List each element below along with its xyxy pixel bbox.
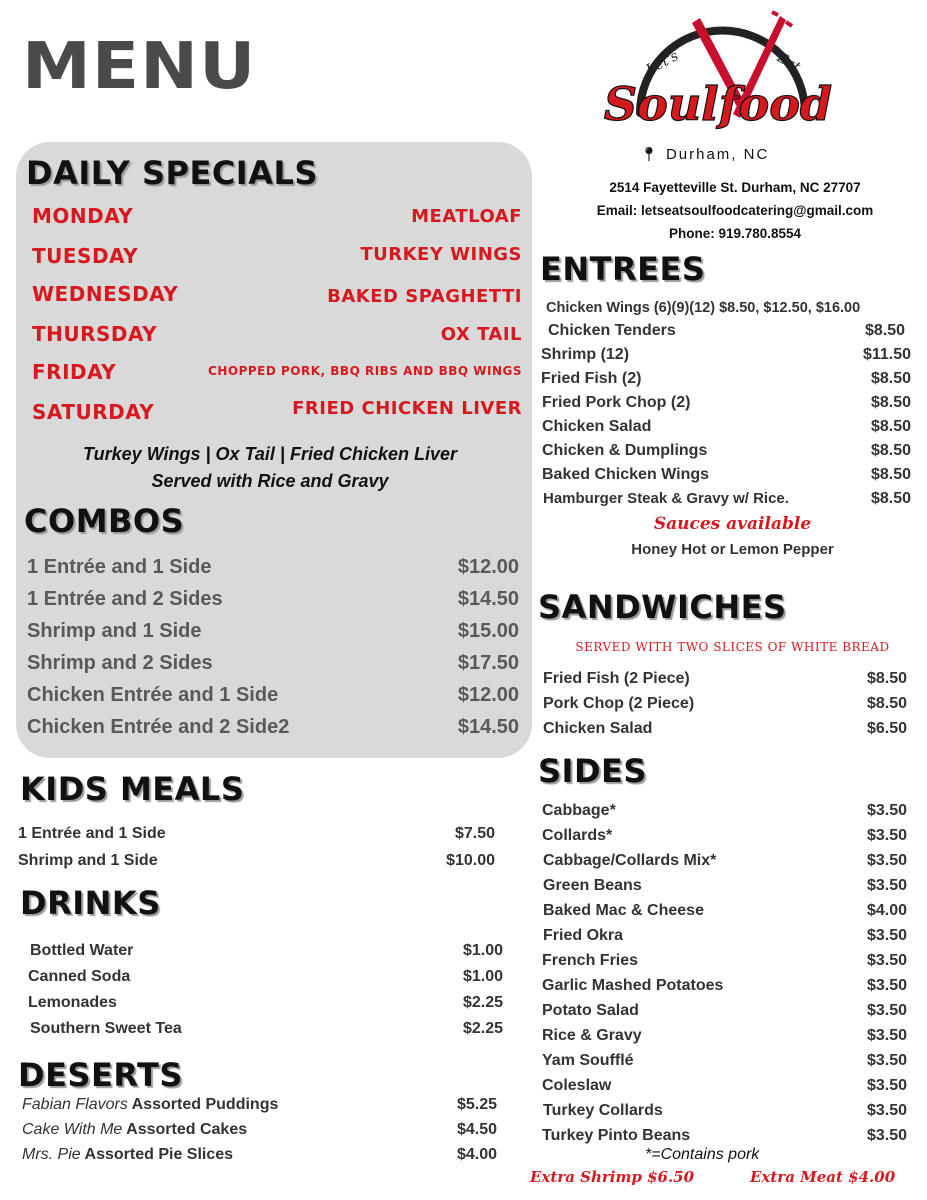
kids-item-price: $7.50 [454,825,495,842]
entree-price: $8.50 [870,370,911,387]
special-day: TUESDAY [32,244,139,268]
desert-price: $4.50 [456,1121,497,1138]
desert-item [22,1121,247,1139]
side-price: $3.50 [866,852,907,869]
address: 2514 Fayetteville St. Durham, NC 27707 [609,180,861,195]
special-dish: FRIED CHICKEN LIVER [292,398,522,419]
extra-shrimp: Extra Shrimp $6.50 [530,1168,695,1186]
specials-note: Turkey Wings | Ox Tail | Fried Chicken Liver [82,444,458,464]
side-price: $3.50 [866,877,907,894]
desert-brand: Fabian Flavors [22,1096,128,1113]
side-name: Rice & Gravy [542,1027,642,1044]
combos-heading: COMBOS [24,502,185,540]
desert-name: Assorted Cakes [122,1121,248,1138]
entree-price: $8.50 [870,394,911,411]
sauces-list: Honey Hot or Lemon Pepper [631,541,834,558]
special-dish: MEATLOAF [411,206,522,227]
drink-price: $1.00 [462,942,503,959]
email: Email: letseatsoulfoodcatering@gmail.com [596,203,874,218]
entree-price: $11.50 [862,346,911,363]
pork-note: *=Contains pork [645,1146,760,1163]
soulfood-logo [600,8,840,138]
combo-name: Shrimp and 2 Sides [27,652,213,674]
side-price: $3.50 [866,802,907,819]
combo-price: $14.50 [457,716,519,738]
entree-name: Fried Pork Chop (2) [542,394,691,411]
side-price: $4.00 [866,902,907,919]
side-price: $3.50 [866,1102,907,1119]
entree-price: $8.50 [864,322,905,339]
logo-eat-text: Eat [774,49,803,76]
side-price: $3.50 [866,1127,907,1144]
entree-price: $8.50 [870,466,911,483]
combo-price: $12.00 [457,684,519,706]
special-dish: TURKEY WINGS [360,244,522,265]
desert-brand: Mrs. Pie [22,1146,81,1163]
side-name: Turkey Pinto Beans [542,1127,691,1144]
kids-item-price: $10.00 [446,852,495,869]
drink-name: Southern Sweet Tea [30,1020,182,1037]
sandwiches-heading: SANDWICHES [538,588,787,626]
side-name: Potato Salad [542,1002,639,1019]
deserts-heading: DESERTS [18,1056,183,1094]
combo-price: $17.50 [457,652,519,674]
sandwich-name: Fried Fish (2 Piece) [543,670,690,687]
desert-item [22,1096,278,1114]
logo-lets-text: Let's [643,48,682,79]
desert-price: $5.25 [456,1096,497,1113]
kids-meals-heading: KIDS MEALS [20,770,245,808]
specials-note: Served with Rice and Gravy [151,471,389,491]
side-price: $3.50 [866,927,907,944]
side-price: $3.50 [866,1002,907,1019]
entree-price: $8.50 [870,442,911,459]
desert-brand: Cake With Me [22,1121,123,1138]
entree-price: $8.50 [870,418,911,435]
sandwiches-note: SERVED WITH TWO SLICES OF WHITE BREAD [575,640,890,654]
entree-name: Chicken Wings (6)(9)(12) $8.50, $12.50, $16.00 [546,300,861,316]
extra-meat: Extra Meat $4.00 [750,1168,896,1186]
special-dish: OX TAIL [440,324,522,345]
combo-name: Shrimp and 1 Side [27,620,202,642]
side-name: Garlic Mashed Potatoes [542,977,724,994]
kids-item-name: 1 Entrée and 1 Side [18,825,166,842]
sandwich-name: Chicken Salad [543,720,653,737]
side-price: $3.50 [866,1027,907,1044]
side-name: Green Beans [543,877,642,894]
logo-graphic [600,8,840,138]
desert-price: $4.00 [456,1146,497,1163]
side-name: Cabbage/Collards Mix* [543,852,717,869]
sandwich-name: Pork Chop (2 Piece) [543,695,695,712]
drink-price: $1.00 [462,968,503,985]
side-price: $3.50 [866,1052,907,1069]
entree-price: $8.50 [870,490,911,507]
side-price: $3.50 [866,977,907,994]
combo-price: $12.00 [457,556,519,578]
side-name: French Fries [542,952,639,969]
drink-price: $2.25 [462,1020,503,1037]
location-text: Durham, NC [665,146,770,163]
side-name: Turkey Collards [543,1102,663,1119]
entree-name: Hamburger Steak & Gravy w/ Rice. [543,490,789,507]
drinks-heading: DRINKS [20,884,161,922]
special-dish: BAKED SPAGHETTI [327,286,522,307]
side-name: Fried Okra [543,927,624,944]
logo-soulfood-text: Soulfood [603,77,833,131]
location-pin-icon: 📍︎ [640,146,660,162]
desert-name: Assorted Puddings [127,1096,279,1113]
special-dish: CHOPPED PORK, BBQ RIBS AND BBQ WINGS [208,364,522,378]
combo-price: $15.00 [457,620,519,642]
entrees-heading: ENTREES [540,250,706,288]
side-name: Collards* [542,827,613,844]
menu-title: MENU [22,30,257,104]
special-day: MONDAY [32,204,134,228]
combo-name: 1 Entrée and 1 Side [27,556,212,578]
drink-name: Canned Soda [28,968,131,985]
entree-name: Chicken Tenders [548,322,676,339]
location-line [640,146,769,163]
drink-name: Bottled Water [30,942,134,959]
drink-name: Lemonades [28,994,117,1011]
special-day: SATURDAY [32,400,155,424]
combo-name: 1 Entrée and 2 Sides [27,588,223,610]
entree-name: Fried Fish (2) [541,370,642,387]
side-name: Cabbage* [542,802,616,819]
special-day: FRIDAY [32,360,117,384]
sandwich-price: $8.50 [866,695,907,712]
side-price: $3.50 [866,1077,907,1094]
drink-price: $2.25 [462,994,503,1011]
entree-name: Baked Chicken Wings [542,466,710,483]
daily-specials-heading: DAILY SPECIALS [26,154,318,192]
combo-name: Chicken Entrée and 2 Side2 [27,716,290,738]
desert-item [22,1146,233,1164]
phone: Phone: 919.780.8554 [668,226,802,241]
side-name: Coleslaw [542,1077,612,1094]
side-price: $3.50 [866,827,907,844]
side-name: Baked Mac & Cheese [543,902,704,919]
sides-heading: SIDES [538,752,647,790]
entree-name: Shrimp (12) [541,346,630,363]
side-name: Yam Soufflé [542,1052,634,1069]
side-price: $3.50 [866,952,907,969]
special-day: THURSDAY [32,322,158,346]
sandwich-price: $6.50 [866,720,907,737]
entree-name: Chicken Salad [542,418,652,435]
sandwich-price: $8.50 [866,670,907,687]
combo-name: Chicken Entrée and 1 Side [27,684,279,706]
entree-name: Chicken & Dumplings [542,442,708,459]
special-day: WEDNESDAY [32,282,179,306]
kids-item-name: Shrimp and 1 Side [18,852,158,869]
sauces-title: Sauces available [653,514,812,534]
desert-name: Assorted Pie Slices [80,1146,234,1163]
combo-price: $14.50 [457,588,519,610]
